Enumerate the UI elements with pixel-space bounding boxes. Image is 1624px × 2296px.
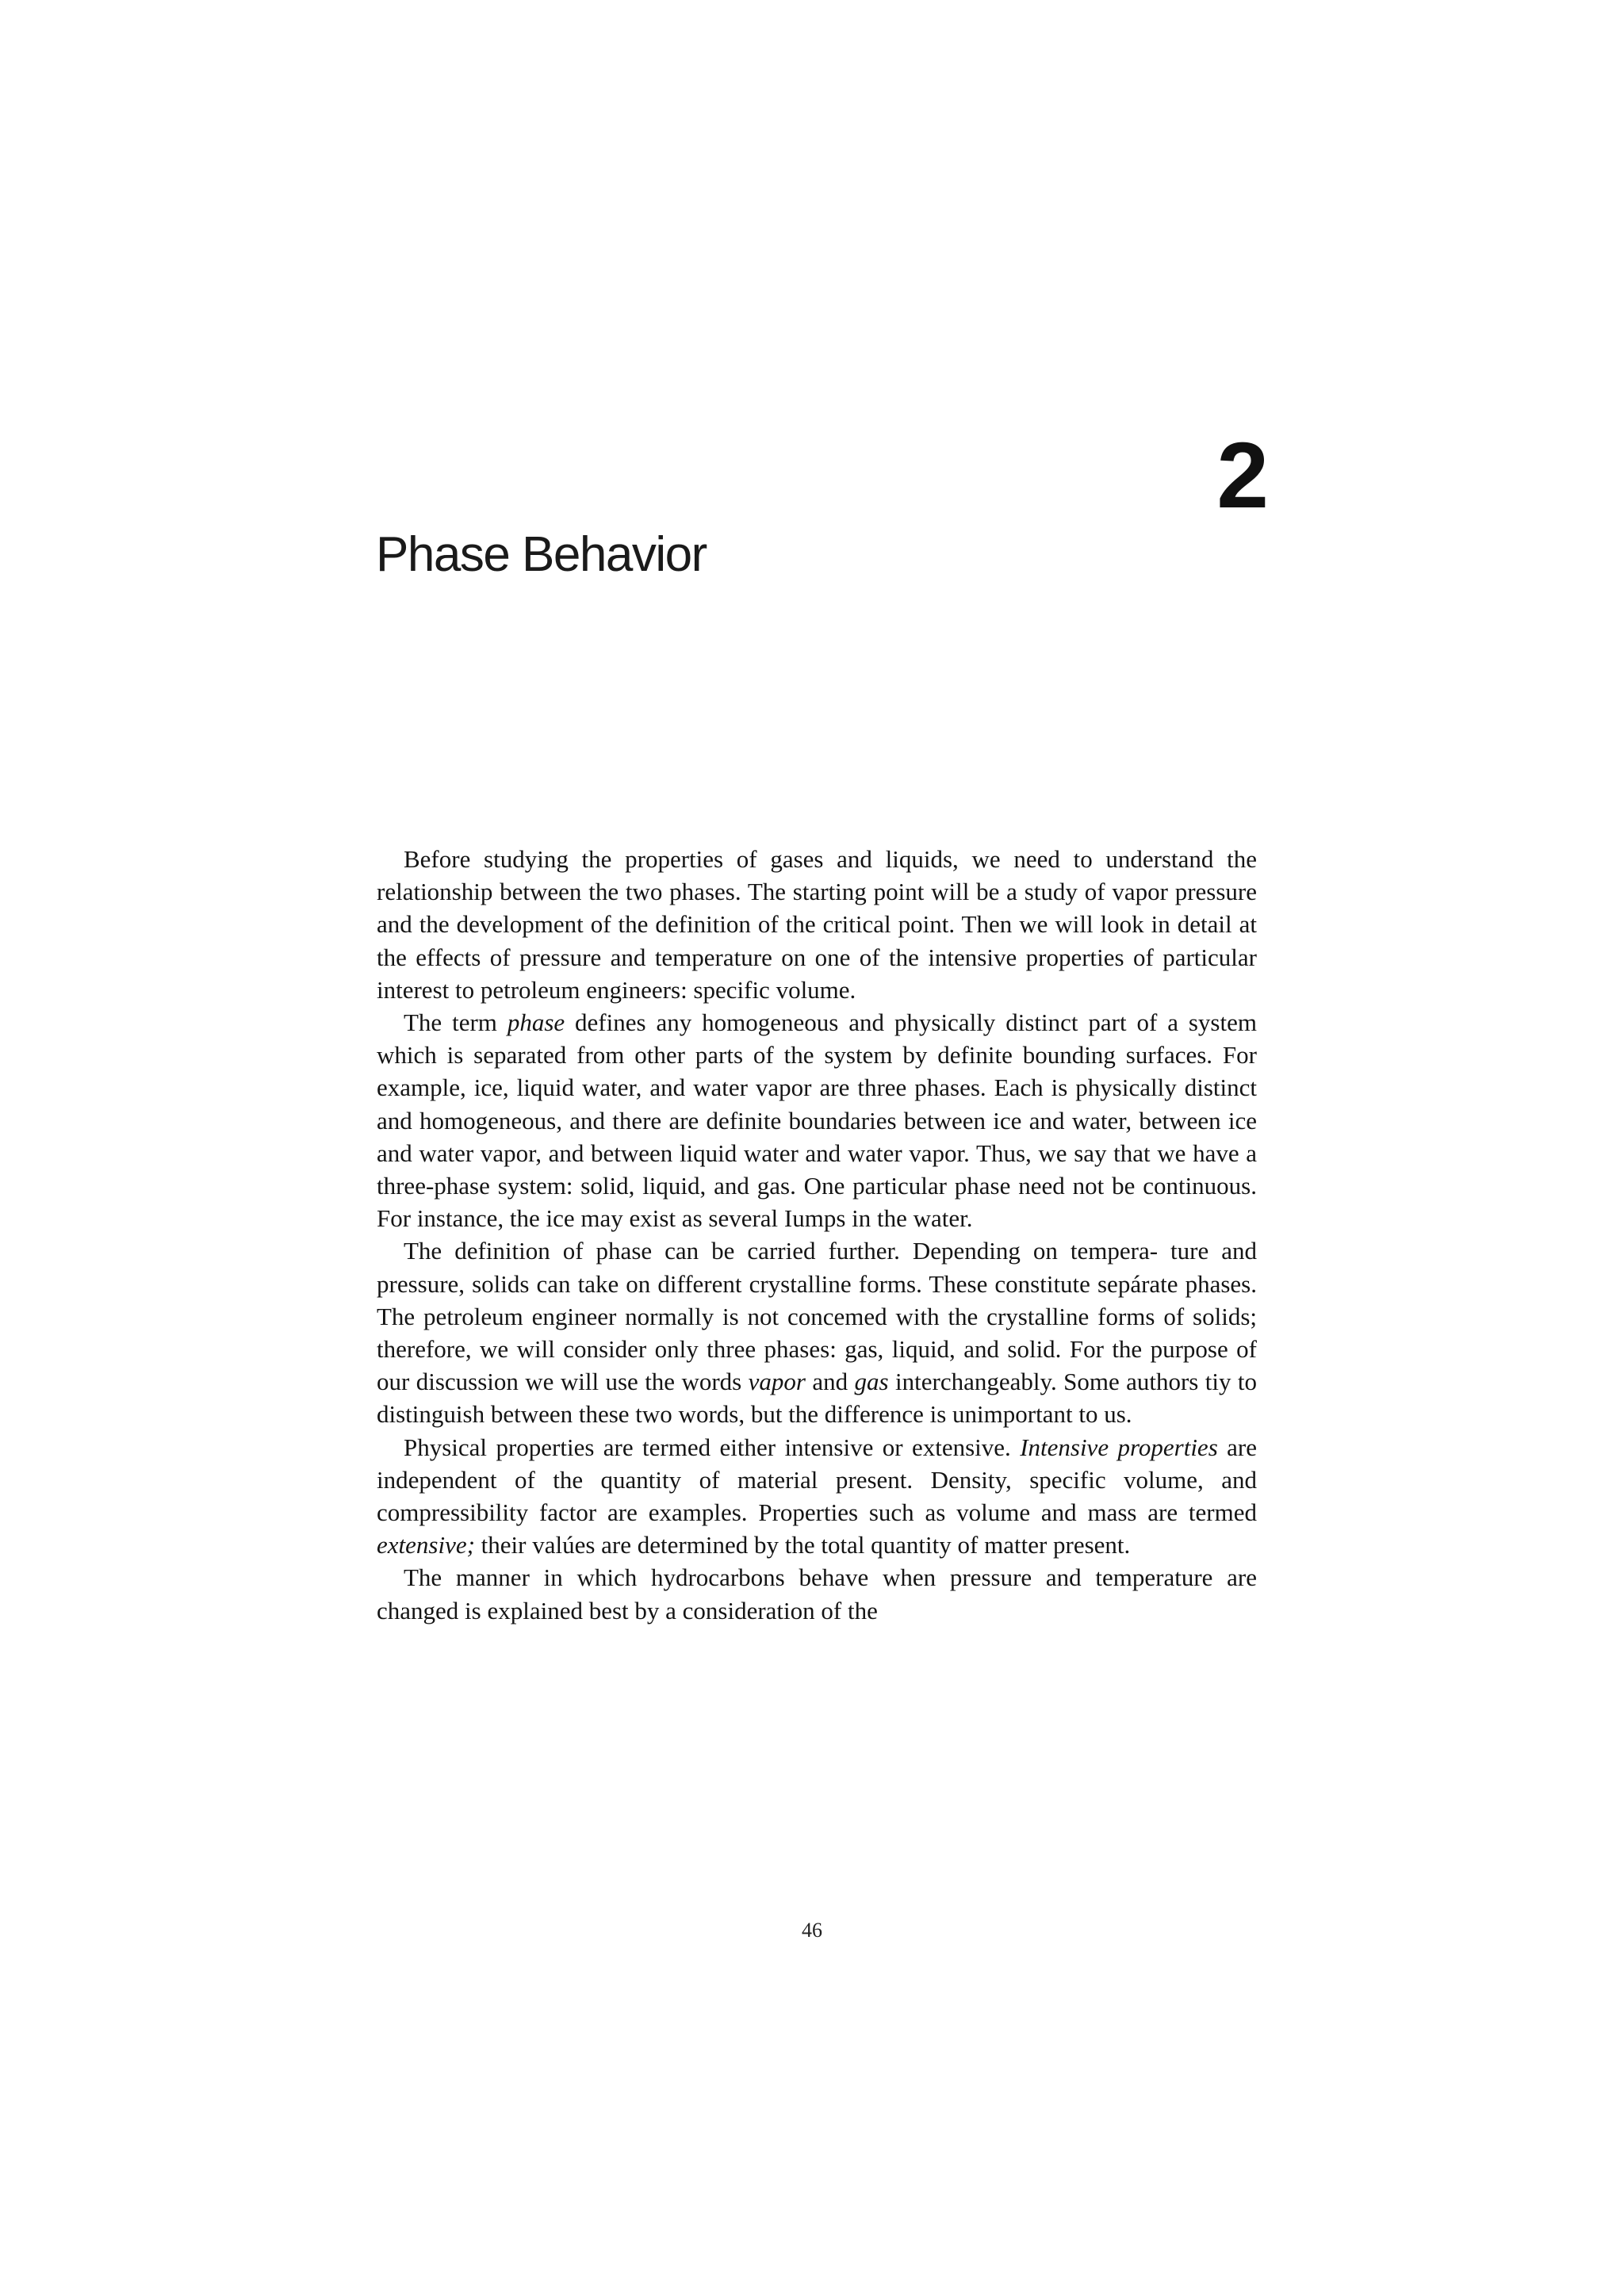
italic-term-vapor: vapor	[748, 1368, 806, 1396]
paragraph-5	[377, 1561, 1257, 1626]
text-run: their valúes are determined by the total quantity of matter present.	[474, 1531, 1131, 1559]
text-run: interchangeably. Some authors tiy to distinguish between these two words, but the difference is unimportant to us.	[377, 1368, 1258, 1429]
paragraph-1	[377, 843, 1257, 1006]
text-run: Physical properties are termed either intensive or extensive.	[404, 1433, 1021, 1461]
text-run: defines any homogeneous and physically distinct part of a system which is separated from other parts of the system by definite bounding surfaces. For example, ice, liquid water, and water vapor are three phases. Each is physically distinct and homogeneous, and there are definite boundaries between ice and water, between ice and water vapor, and between liquid water and water vapor. Thus, we say that we have a three-phase system: solid, liquid, and gas. One particular phase need not be continuous. For instance, the ice may exist as several Iumps in the water.	[377, 1008, 1257, 1233]
text-run: The term	[404, 1008, 508, 1037]
paragraph-4	[377, 1431, 1257, 1562]
text-run: The definition of phase can be carried further. Depending on tempera- ture and pressure, solids can take on different crystalline forms. These constitute sepárate phases. The petroleum engineer normally is not concemed with the crystalline forms of solids; therefore, we will consider only three phases: gas, liquid, and solid. For the purpose of our discussion we will use the words	[377, 1237, 1257, 1396]
italic-term-intensive-properties: Intensive properties	[1020, 1433, 1218, 1461]
italic-term-phase: phase	[507, 1008, 565, 1037]
chapter-title: Phase Behavior	[376, 527, 707, 582]
body-text	[377, 843, 1257, 1627]
chapter-number: 2	[1216, 423, 1269, 528]
text-run: Before studying the properties of gases and liquids, we need to understand the relationship between the two phases. The starting point will be a study of vapor pressure and the development of the definition of the critical point. Then we will look in detail at the effects of pressure and temperature on one of the intensive properties of particular interest to petroleum engineers: specific volume.	[377, 845, 1257, 1004]
page-number: 46	[802, 1919, 822, 1942]
paragraph-3	[377, 1234, 1257, 1430]
paragraph-2	[377, 1006, 1257, 1234]
italic-term-extensive: extensive;	[377, 1531, 475, 1559]
text-run: The manner in which hydrocarbons behave when pressure and temperature are changed is explained best by a consideration of the	[377, 1563, 1257, 1624]
text-run: are independent of the quantity of material present. Density, specific volume, and compressibility factor are examples. Properties such as volume and mass are termed	[377, 1433, 1257, 1527]
italic-term-gas: gas	[854, 1368, 889, 1396]
text-run: and	[805, 1368, 855, 1396]
